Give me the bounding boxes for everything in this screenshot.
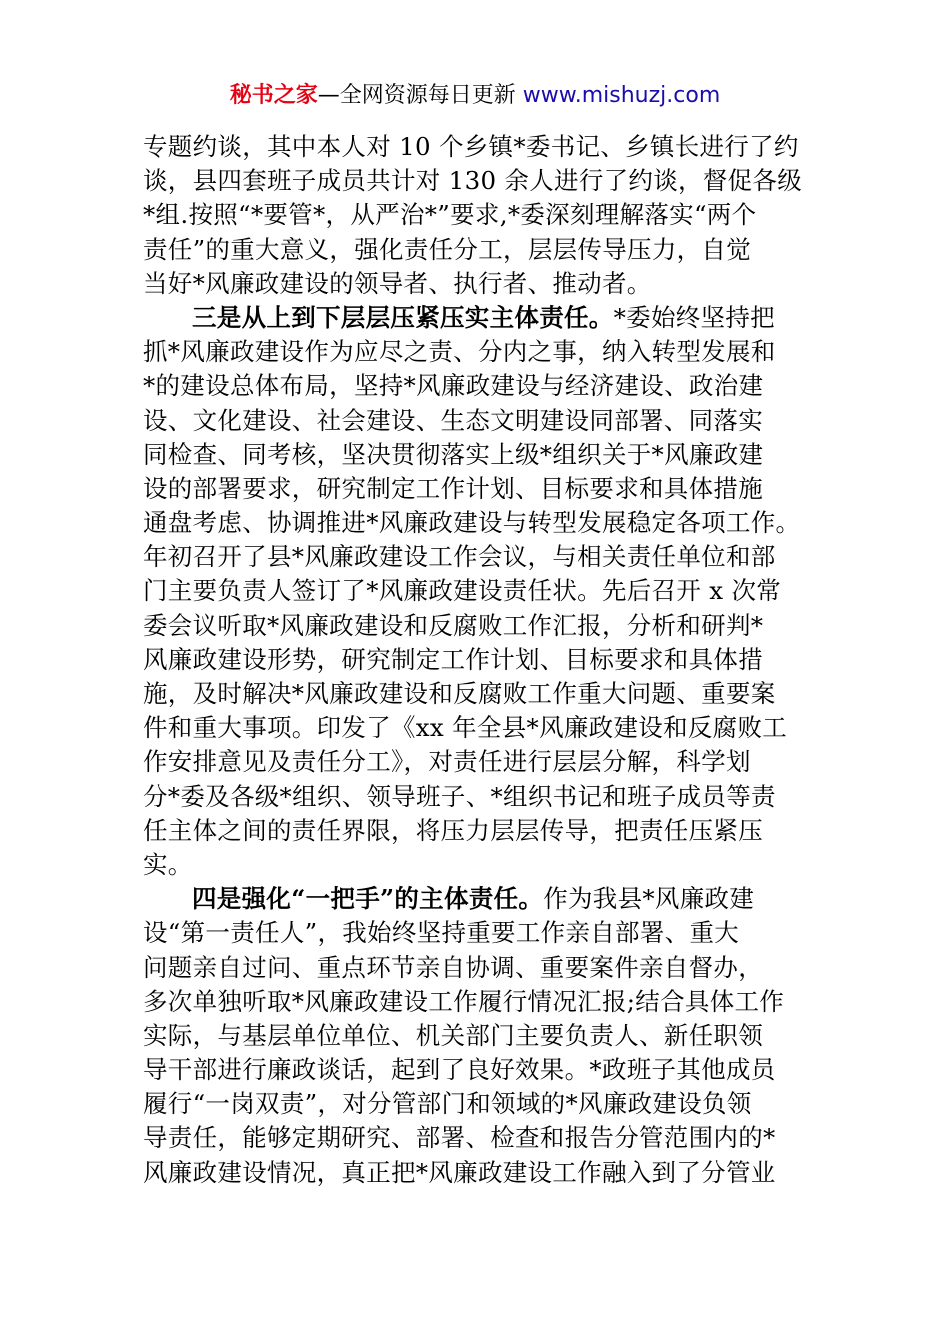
- line-text: 通盘考虑、协调推进*风廉政建设与转型发展稳定各项工作。: [143, 508, 801, 538]
- text-line: [143, 780, 811, 814]
- text-line: [143, 711, 811, 745]
- text-line: [143, 985, 811, 1019]
- line-text: 分*委及各级*组织、领导班子、*组织书记和班子成员等责: [143, 781, 776, 811]
- text-line: [143, 882, 811, 916]
- line-text: *委始终坚持把: [613, 302, 775, 332]
- text-line: [143, 369, 811, 403]
- line-text: 多次单独听取*风廉政建设工作履行情况汇报;结合具体工作: [143, 986, 785, 1016]
- line-text: 风廉政建设情况，真正把*风廉政建设工作融入到了分管业: [143, 1157, 776, 1187]
- text-line: [143, 1053, 811, 1087]
- brand-name: 秘书之家: [229, 83, 318, 108]
- line-text: 谈，县四套班子成员共计对 130 余人进行了约谈，督促各级: [143, 166, 803, 196]
- text-line: [143, 1019, 811, 1053]
- line-text: 导干部进行廉政谈话，起到了良好效果。*政班子其他成员: [143, 1055, 776, 1085]
- text-line: [143, 677, 811, 711]
- text-line: [143, 1087, 811, 1121]
- site-url-link[interactable]: www.mishuzj.com: [522, 83, 721, 108]
- text-line: [143, 540, 811, 574]
- line-text: 年初召开了县*风廉政建设工作会议，与相关责任单位和部: [143, 542, 776, 572]
- text-line: [143, 574, 811, 608]
- text-line: [143, 1156, 811, 1190]
- line-text: 同检查、同考核，坚决贯彻落实上级*组织关于*风廉政建: [143, 439, 764, 469]
- header-tagline: —全网资源每日更新: [317, 83, 516, 108]
- text-line: [143, 164, 811, 198]
- text-line: [143, 267, 811, 301]
- line-text: 当好*风廉政建设的领导者、执行者、推动者。: [143, 268, 652, 298]
- text-line: [143, 745, 811, 779]
- line-text: 专题约谈，其中本人对 10 个乡镇*委书记、乡镇长进行了约: [143, 132, 799, 161]
- line-text: 施，及时解决*风廉政建设和反腐败工作重大问题、重要案: [143, 679, 776, 708]
- line-text: 件和重大事项。印发了《xx 年全县*风廉政建设和反腐败工: [143, 713, 788, 743]
- text-line: [143, 233, 811, 267]
- text-line: [143, 404, 811, 438]
- line-text: 作为我县*风廉政建: [543, 884, 755, 914]
- line-text: 责任”的重大意义，强化责任分工，层层传导压力，自觉: [143, 234, 752, 264]
- text-line: [143, 472, 811, 506]
- text-line: [143, 438, 811, 472]
- line-text: 导责任，能够定期研究、部署、检查和报告分管范围内的*: [143, 1123, 776, 1153]
- page-header: [0, 80, 950, 112]
- text-line: [143, 643, 811, 677]
- line-text: *的建设总体布局，坚持*风廉政建设与经济建设、政治建: [143, 371, 764, 401]
- paragraph-heading: 四是强化“一把手”的主体责任。: [192, 884, 544, 914]
- paragraph-heading: 三是从上到下层层压紧压实主体责任。: [192, 302, 614, 332]
- line-text: 设“第一责任人”，我始终坚持重要工作亲自部署、重大: [143, 918, 740, 948]
- line-text: 任主体之间的责任界限，将压力层层传导，把责任压紧压: [143, 815, 763, 845]
- text-line: [143, 916, 811, 950]
- line-text: 作安排意见及责任分工》，对责任进行层层分解，科学划: [143, 747, 751, 777]
- text-line: [143, 506, 811, 540]
- text-line: [143, 814, 811, 848]
- line-text: 设的部署要求，研究制定工作计划、目标要求和具体措施: [143, 473, 763, 503]
- line-text: *组.按照“*要管*，从严治*”要求,*委深刻理解落实“两个: [143, 200, 757, 230]
- text-line: [143, 335, 811, 369]
- document-body: [143, 130, 811, 1190]
- line-text: 履行“一岗双责”，对分管部门和领域的*风廉政建设负领: [143, 1089, 752, 1119]
- text-line: [143, 848, 811, 882]
- text-line: [143, 130, 811, 164]
- text-line: [143, 609, 811, 643]
- line-text: 风廉政建设形势，研究制定工作计划、目标要求和具体措: [143, 644, 763, 674]
- text-line: [143, 951, 811, 985]
- line-text: 实。: [143, 849, 193, 879]
- line-text: 委会议听取*风廉政建设和反腐败工作汇报，分析和研判*: [143, 610, 764, 640]
- text-line: [143, 301, 811, 335]
- line-text: 问题亲自过问、重点环节亲自协调、重要案件亲自督办，: [143, 952, 763, 982]
- text-line: [143, 1121, 811, 1155]
- line-text: 门主要负责人签订了*风廉政建设责任状。先后召开 x 次常: [143, 576, 782, 606]
- line-text: 实际，与基层单位单位、机关部门主要负责人、新任职领: [143, 1020, 763, 1050]
- line-text: 抓*风廉政建设作为应尽之责、分内之事，纳入转型发展和: [143, 337, 776, 367]
- text-line: [143, 198, 811, 232]
- line-text: 设、文化建设、社会建设、生态文明建设同部署、同落实: [143, 405, 763, 435]
